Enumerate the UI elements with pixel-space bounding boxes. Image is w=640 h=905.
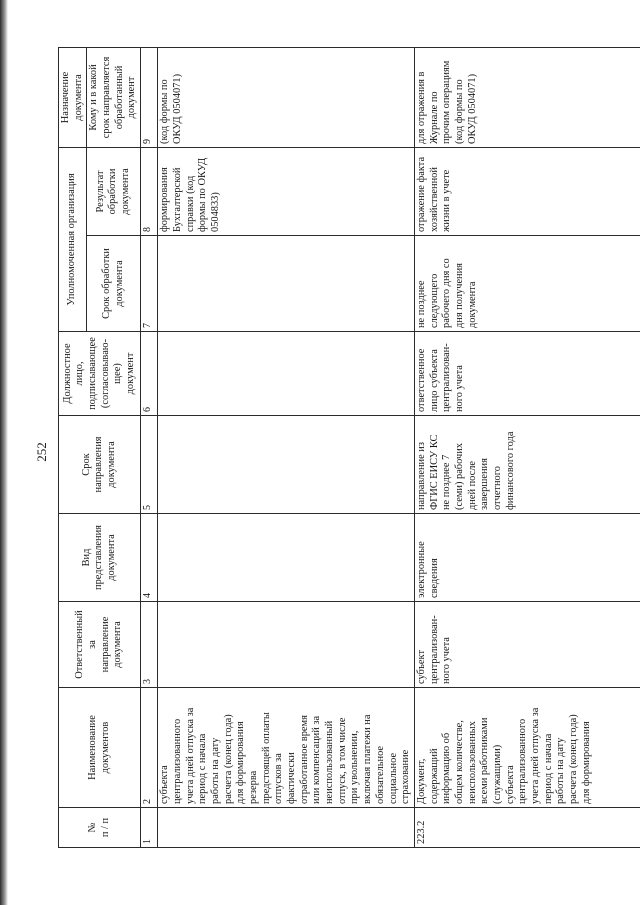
signer-cell <box>158 332 415 416</box>
header-col-result: Результат обработки документа <box>87 147 141 235</box>
document-name-cell: Документ, содержащий информацию об общем количестве, неиспользованных всеми работниками (служащими) субъекта централизованного учета дней отпуска за период с начала работы на дату расчета (конец года) для формирования <box>414 688 640 808</box>
header-col-form: Вид представления документа <box>59 514 141 602</box>
rotated-table-container <box>58 48 592 848</box>
column-number: 5 <box>141 416 158 514</box>
document-name-cell: субъекта централизованного учета дней отпуска за период с начала работы на дату расчета (конец года) для формирования резерва предстоящей оплаты отпусков за фактически отработанное время или компенсаций за неиспользованный отпуск, в том числе при увольнении, включая платежи на обязательное социальное страхование <box>158 688 415 808</box>
column-number: 4 <box>141 514 158 602</box>
processing-term-cell: не позднее следующего рабочего дня со дня получения документа <box>414 236 640 332</box>
column-number: 6 <box>141 332 158 416</box>
header-group-authorized-org: Уполномоченная организация <box>59 147 87 331</box>
responsible-cell <box>158 602 415 688</box>
column-number-row <box>141 47 158 847</box>
header-col-recipient: Кому и в какой срок направляется обработанный документ <box>87 47 141 147</box>
header-col-number: № п / п <box>59 808 141 848</box>
signer-cell: ответственное лицо субъекта централизован- ного учета <box>414 332 640 416</box>
form-cell <box>158 514 415 602</box>
header-col-signer: Должностное лицо, подписывающее (согласовываю- щее) документ <box>59 332 141 416</box>
column-number: 1 <box>141 808 158 848</box>
form-cell: электронные сведения <box>414 514 640 602</box>
purpose-cell: для отражения в Журнале по прочим операциям (код формы по ОКУД 0504071) <box>414 47 640 147</box>
column-number: 3 <box>141 602 158 688</box>
column-number: 7 <box>141 236 158 332</box>
deadline-cell <box>158 416 415 514</box>
result-cell: формирования Бухгалтерской справки (код формы по ОКУД 0504833) <box>158 147 415 235</box>
page-number: 252 <box>34 442 49 462</box>
header-col-deadline: Срок направления документа <box>59 416 141 514</box>
column-number: 8 <box>141 147 158 235</box>
row-number-cell: 223.2 <box>414 808 640 848</box>
header-col-responsible: Ответственный за направление документа <box>59 602 141 688</box>
header-row-main <box>59 47 87 847</box>
header-col-processing-term: Срок обработки документа <box>87 236 141 332</box>
column-number: 2 <box>141 688 158 808</box>
deadline-cell: направление из ФГИС ЕИСУ КС не позднее 7 (семи) рабочих дней после завершения отчетного финансового года <box>414 416 640 514</box>
header-group-purpose: Назначение документа <box>59 47 87 147</box>
header-col-name: Наименование документов <box>59 688 141 808</box>
column-number: 9 <box>141 47 158 147</box>
processing-term-cell <box>158 236 415 332</box>
row-number-cell <box>158 808 415 848</box>
document-table <box>58 47 640 848</box>
purpose-cell: (код формы по ОКУД 0504071) <box>158 47 415 147</box>
responsible-cell: субъект централизован- ного учета <box>414 602 640 688</box>
table-row <box>414 47 640 847</box>
scan-shadow-edge <box>0 0 8 905</box>
result-cell: отражение факта хозяйственной жизни в учете <box>414 147 640 235</box>
table-row <box>158 47 415 847</box>
